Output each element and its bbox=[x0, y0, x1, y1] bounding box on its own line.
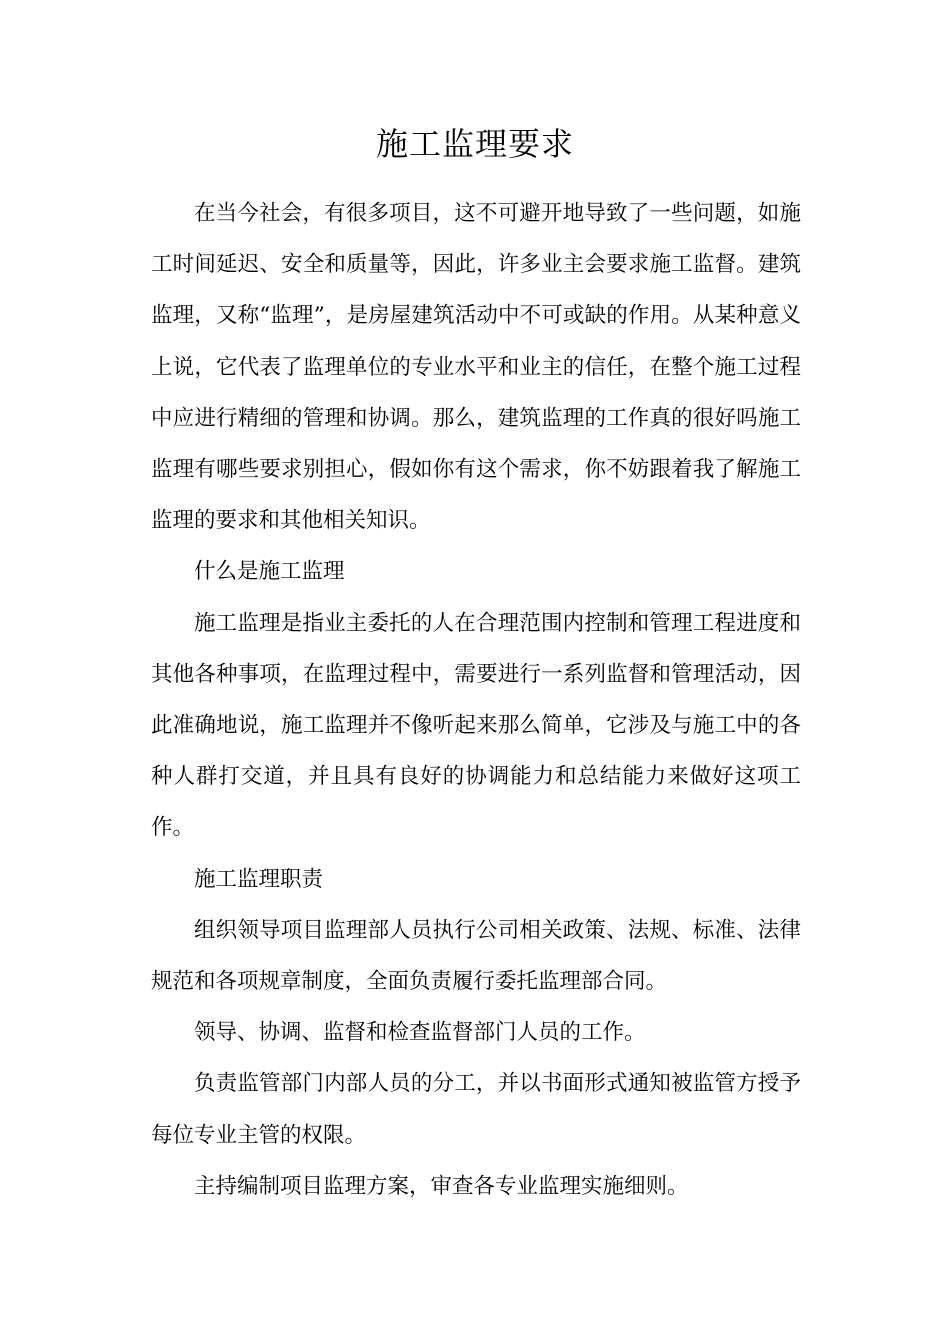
paragraph-duty-4: 主持编制项目监理方案，审查各专业监理实施细则。 bbox=[194, 1173, 689, 1199]
section-heading-what-is: 什么是施工监理 bbox=[194, 559, 345, 585]
paragraph-duty-3: 负责监管部门内部人员的分工，并以书面形式通知被监管方授予每位专业主管的权限。 bbox=[151, 1071, 801, 1148]
paragraph-duty-1: 组织领导项目监理部人员执行公司相关政策、法规、标准、法律规范和各项规章制度，全面负责履行委托监理部合同。 bbox=[151, 917, 801, 995]
paragraph-intro: 在当今社会，有很多项目，这不可避开地导致了一些问题，如施工时间延迟、安全和质量等，因此，许多业主会要求施工监督。建筑监理，又称“监理”，是房屋建筑活动中不可或缺的作用。从某种意义上说，它代表了监理单位的专业水平和业主的信任，在整个施工过程中应进行精细的管理和协调。那么，建筑监理的工作真的很好吗施工监理有哪些要求别担心，假如你有这个需求，你不妨跟着我了解施工监理的要求和其他相关知识。 bbox=[151, 201, 801, 534]
paragraph-definition: 施工监理是指业主委托的人在合理范围内控制和管理工程进度和其他各种事项，在监理过程中，需要进行一系列监督和管理活动，因此准确地说，施工监理并不像听起来那么简单，它涉及与施工中的各种人群打交道，并且具有良好的协调能力和总结能力来做好这项工作。 bbox=[151, 610, 801, 841]
section-heading-duties: 施工监理职责 bbox=[194, 866, 324, 892]
document-body bbox=[151, 188, 801, 1212]
paragraph-duty-2: 领导、协调、监督和检查监督部门人员的工作。 bbox=[194, 1020, 646, 1046]
document-title: 施工监理要求 bbox=[375, 125, 574, 163]
